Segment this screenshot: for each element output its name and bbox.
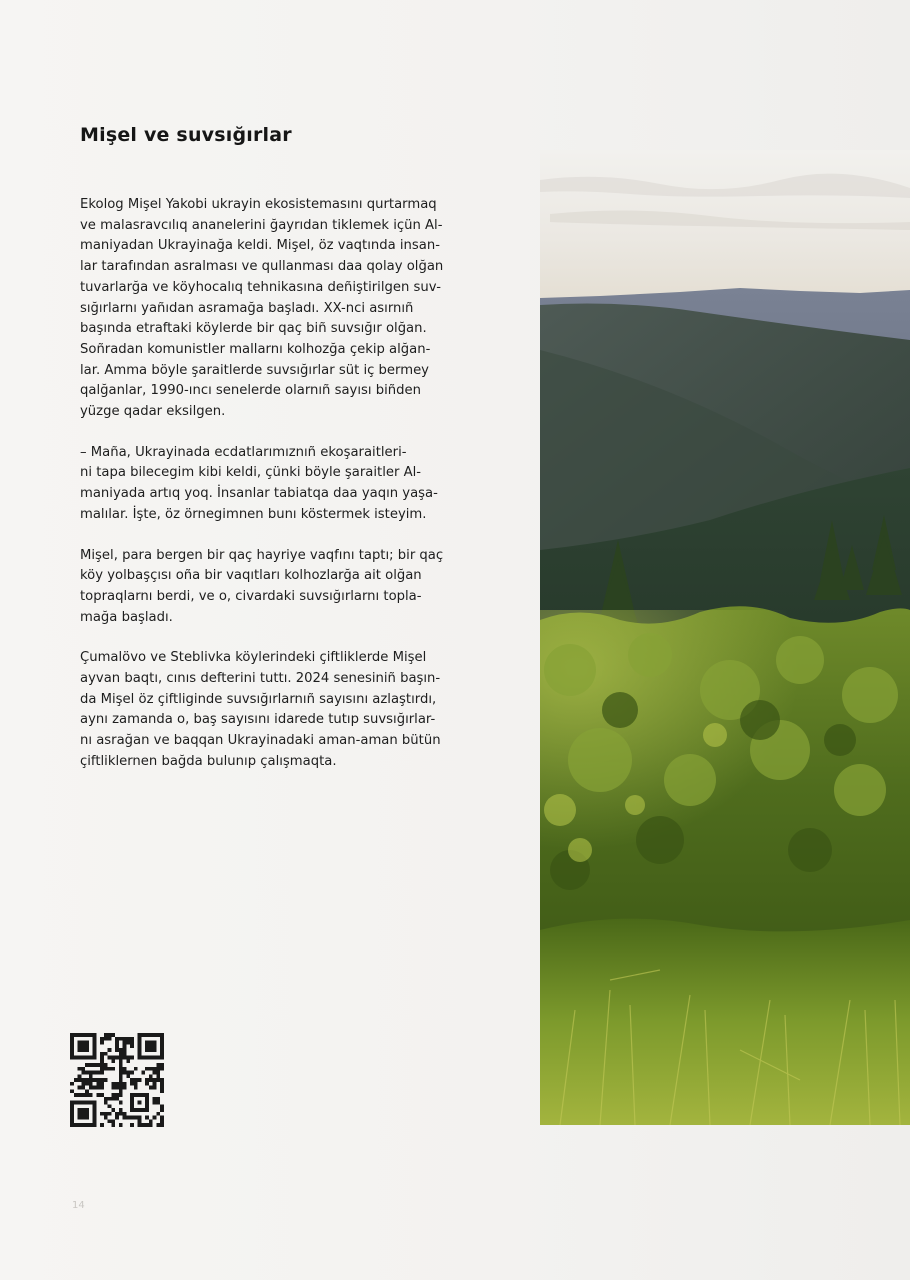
text-line: Çumalövo ve Steblivka köylerindeki çiftliklerde Mişel <box>80 650 427 666</box>
text-line: da Mişel öz çiftliginde suvsığırlarnıñ sayısını azlaştırdı, <box>80 691 437 707</box>
paragraph-3 <box>80 546 480 629</box>
text-line: qalğanlar, 1990-ıncı senelerde olarnıñ sayısı biñden <box>80 383 421 399</box>
text-line: çiftliklernen bağda bulunıp çalışmaqta. <box>80 753 337 769</box>
text-line: Soñradan komunistler mallarnı kolhozğa çekip alğan- <box>80 341 431 357</box>
article-body <box>80 195 480 793</box>
text-line: malılar. İşte, öz örnegimnen bunı köstermek isteyim. <box>80 506 427 522</box>
paragraph-1 <box>80 195 480 423</box>
text-line: lar. Amma böyle şaraitlerde suvsığırlar süt iç bermey <box>80 362 429 378</box>
text-line: maniyadan Ukrayinağa keldi. Mişel, öz vaqtında insan- <box>80 238 440 254</box>
text-line: sığırlarnı yañıdan asramağa başladı. XX-nci asırnıñ <box>80 300 414 316</box>
text-line: tuvarlarğa ve köyhocalıq tehnikasına deñiştirilgen suv- <box>80 279 441 295</box>
text-line: aynı zamanda o, baş sayısını idarede tutıp suvsığırlar- <box>80 712 436 728</box>
text-line: nı asrağan ve baqqan Ukrayinadaki aman-aman bütün <box>80 733 441 749</box>
article-title: Mişel ve suvsığırlar <box>80 124 292 146</box>
text-line: topraqlarnı berdi, ve o, civardaki suvsığırlarnı topla- <box>80 588 422 604</box>
text-line: lar tarafından asralması ve qullanması daa qolay olğan <box>80 259 444 275</box>
text-line: – Maña, Ukrayinada ecdatlarımıznıñ ekoşaraitleri- <box>80 444 407 460</box>
text-line: yüzge qadar eksilgen. <box>80 404 226 420</box>
landscape-photo <box>540 150 910 1125</box>
text-line: Ekolog Mişel Yakobi ukrayin ekosistemasını qurtarmaq <box>80 197 437 212</box>
paragraph-2 <box>80 443 480 526</box>
page-number: 14 <box>72 1200 85 1211</box>
text-line: köy yolbaşçısı oña bir vaqıtları kolhozlarğa ait olğan <box>80 568 422 584</box>
text-line: mağa başladı. <box>80 609 173 625</box>
text-line: maniyada artıq yoq. İnsanlar tabiatqa daa yaqın yaşa- <box>80 486 438 502</box>
text-line: ve malasravcılıq ananelerini ğayrıdan tiklemek içün Al- <box>80 217 443 233</box>
text-line: ni tapa bilecegim kibi keldi, çünki böyle şaraitler Al- <box>80 465 422 481</box>
text-line: ayvan baqtı, cınıs defterini tuttı. 2024 senesiniñ başın- <box>80 671 441 687</box>
text-line: başında etraftaki köylerde bir qaç biñ suvsığır olğan. <box>80 321 427 337</box>
text-line: Mişel, para bergen bir qaç hayriye vaqfını taptı; bir qaç <box>80 547 444 563</box>
qr-code[interactable] <box>70 1033 164 1127</box>
paragraph-4 <box>80 648 480 772</box>
